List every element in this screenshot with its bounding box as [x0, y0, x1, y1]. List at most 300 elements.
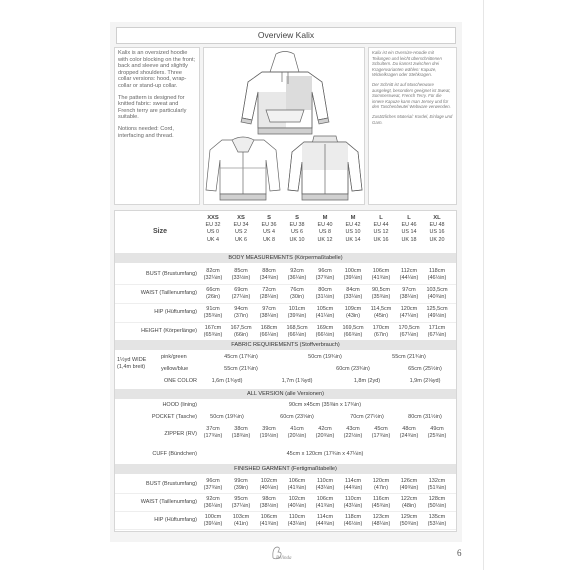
row-divider: [115, 303, 456, 304]
imperial-value: (38¼in): [399, 293, 419, 300]
metric-value: 69cm: [234, 287, 248, 293]
size-chart: [114, 210, 457, 532]
size-uk: UK 4: [207, 236, 219, 243]
imperial-value: (39¼in): [343, 274, 363, 281]
page-number: 6: [457, 548, 462, 558]
metric-value: 42cm: [318, 426, 332, 432]
row-divider: [115, 511, 456, 512]
metric-value: 120cm: [372, 478, 390, 484]
imperial-value: (40¾in): [427, 293, 447, 300]
imperial-value: (38¼in): [259, 312, 279, 319]
imperial-value: (43¼in): [343, 502, 363, 509]
size-header-row: [115, 215, 456, 251]
metric-value: 94cm: [234, 306, 248, 312]
imperial-value: (44¼in): [399, 274, 419, 281]
measurement-cell: [367, 325, 395, 338]
imperial-value: (36¼in): [203, 502, 223, 509]
fabric-variant-pink-green: pink/green: [161, 354, 187, 360]
imperial-value: (41¼in): [315, 312, 335, 319]
measurement-cell: [227, 287, 255, 300]
fabric-value: 50cm (19¾in): [308, 354, 342, 360]
size-column-header: [227, 215, 255, 244]
size-n: M: [350, 215, 356, 221]
imperial-value: (41¾in): [259, 520, 279, 527]
metric-value: 85cm: [234, 268, 248, 274]
measurement-cell: [367, 478, 395, 491]
size-column-header: [367, 215, 395, 244]
size-us: US 10: [345, 229, 361, 236]
measurement-cell: [395, 287, 423, 300]
imperial-value: (35¾in): [371, 293, 391, 300]
size-column-header: [339, 215, 367, 244]
measurement-cell: [283, 306, 311, 319]
metric-value: 132cm: [428, 478, 446, 484]
measurement-cell: [423, 478, 451, 491]
size-uk: UK 20: [429, 236, 445, 243]
metric-value: 80cm: [318, 287, 332, 293]
imperial-value: (41¾in): [315, 502, 335, 509]
imperial-value: (40¼in): [287, 502, 307, 509]
size-uk: UK 8: [263, 236, 275, 243]
wrap-collar-sketch: [206, 137, 280, 200]
size-eu: EU 36: [261, 222, 277, 229]
metric-value: 88cm: [262, 268, 276, 274]
measurement-cell: [367, 514, 395, 527]
measurement-cell: [227, 514, 255, 527]
metric-value: 92cm: [290, 268, 304, 274]
metric-value: 76cm: [290, 287, 304, 293]
measurement-cell: [199, 514, 227, 527]
imperial-value: (34¾in): [259, 274, 279, 281]
measurement-cell: [199, 268, 227, 281]
imperial-value: (17¾in): [203, 432, 223, 439]
page-edge: [483, 0, 484, 570]
imperial-value: (35¾in): [203, 312, 223, 319]
measurement-cell: [255, 287, 283, 300]
metric-value: 82cm: [206, 268, 220, 274]
size-us: US 8: [319, 229, 331, 236]
size-n: L: [407, 215, 411, 221]
metric-value: 128cm: [428, 496, 446, 502]
zipper-cell: [283, 426, 311, 439]
measurement-cell: [255, 478, 283, 491]
cuff-value: 45cm x 120cm (17¾in x 47¼in): [286, 451, 364, 457]
measurement-cell: [255, 268, 283, 281]
body-measurement-row: [115, 286, 456, 303]
fabric-value: 65cm (25½in): [408, 366, 442, 372]
row-label: HIP (Hüftumfang): [154, 517, 197, 523]
metric-value: 126cm: [400, 478, 418, 484]
imperial-value: (37¾in): [315, 274, 335, 281]
imperial-value: (41¾in): [371, 274, 391, 281]
intro-de-paragraph: Zusätzliches Material: Kordel, Einlage und Garn.: [372, 113, 453, 125]
measurement-cell: [311, 306, 339, 319]
imperial-value: (37¼in): [231, 502, 251, 509]
measurement-cell: [339, 325, 367, 338]
section-finished-garment: FINISHED GARMENT (Fertigmaßtabelle): [115, 464, 456, 474]
row-label: HIP (Hüftumfang): [154, 309, 197, 315]
fabric-value: 60cm (23¾in): [336, 366, 370, 372]
page-title: Overview Kalix: [116, 27, 456, 44]
imperial-value: (67¼in): [427, 331, 447, 338]
size-column-header: [311, 215, 339, 244]
metric-value: 100cm: [344, 268, 362, 274]
metric-value: 114cm: [316, 514, 334, 520]
metric-value: 129cm: [400, 514, 418, 520]
imperial-value: (46½in): [427, 274, 447, 281]
measurement-cell: [255, 306, 283, 319]
measurement-cell: [255, 325, 283, 338]
imperial-value: (20½in): [287, 432, 307, 439]
metric-value: 96cm: [206, 478, 220, 484]
metric-value: 118cm: [344, 514, 362, 520]
metric-value: 49cm: [430, 426, 444, 432]
size-eu: EU 38: [289, 222, 305, 229]
size-column-header: [423, 215, 451, 244]
imperial-value: (41in): [233, 520, 249, 527]
size-us: US 16: [429, 229, 445, 236]
intro-en-paragraph: Notions needed: Cord, interfacing and thread.: [118, 125, 174, 139]
metric-value: 97cm: [402, 287, 416, 293]
metric-value: 95cm: [234, 496, 248, 502]
metric-value: 170cm: [372, 325, 390, 331]
metric-value: 72cm: [262, 287, 276, 293]
fabric-width-label: 1½yd WIDE (1,4m breit): [117, 357, 147, 370]
measurement-cell: [339, 478, 367, 491]
size-column-header: [255, 215, 283, 244]
row-divider: [115, 493, 456, 494]
imperial-value: (49¾in): [399, 484, 419, 491]
metric-value: 45cm: [374, 426, 388, 432]
size-column-header: [395, 215, 423, 244]
measurement-cell: [283, 514, 311, 527]
imperial-value: (25¾in): [427, 432, 447, 439]
measurement-cell: [367, 268, 395, 281]
size-uk: UK 18: [401, 236, 417, 243]
zipper-label: ZIPPER (RV): [164, 431, 197, 437]
metric-value: 105cm: [316, 306, 334, 312]
hoodie-sketch: [241, 52, 329, 135]
measurement-cell: [227, 325, 255, 338]
measurement-cell: [311, 496, 339, 509]
metric-value: 169cm: [316, 325, 334, 331]
intro-english: [114, 47, 200, 205]
imperial-value: (33½in): [231, 274, 251, 281]
imperial-value: (33¼in): [343, 293, 363, 300]
metric-value: 91cm: [206, 306, 220, 312]
fabric-variant-yellow-blue: yellow/blue: [161, 366, 189, 372]
metric-value: 38cm: [234, 426, 248, 432]
imperial-value: (66in): [233, 331, 249, 338]
size-n: XS: [237, 215, 245, 221]
metric-value: 66cm: [206, 287, 220, 293]
metric-value: 100cm: [204, 514, 222, 520]
measurement-cell: [227, 268, 255, 281]
fabric-value: 55cm (21¾in): [224, 366, 258, 372]
size-eu: EU 44: [373, 222, 389, 229]
imperial-value: (47¼in): [399, 312, 419, 319]
imperial-value: (66½in): [315, 331, 335, 338]
imperial-value: (18¾in): [231, 432, 251, 439]
imperial-value: (51¾in): [427, 484, 447, 491]
fabric-value: 1,6m (1¾yd): [211, 378, 243, 384]
section-body-measurements: BODY MEASUREMENTS (Körpermaßtabelle): [115, 253, 456, 263]
size-n: XL: [433, 215, 441, 221]
measurement-cell: [283, 478, 311, 491]
measurement-cell: [311, 514, 339, 527]
measurement-cell: [227, 496, 255, 509]
imperial-value: (37¾in): [203, 484, 223, 491]
garment-sketches: [204, 48, 364, 204]
metric-value: 39cm: [262, 426, 276, 432]
imperial-value: (66¼in): [287, 331, 307, 338]
measurement-cell: [283, 268, 311, 281]
zipper-cell: [367, 426, 395, 439]
size-uk: UK 6: [235, 236, 247, 243]
pocket-value: 50cm (19¾in): [210, 414, 244, 420]
stand-collar-sketch: [288, 136, 362, 200]
imperial-value: (24¾in): [399, 432, 419, 439]
measurement-cell: [255, 514, 283, 527]
imperial-value: (43¼in): [315, 484, 335, 491]
fabric-value: 55cm (21¾in): [392, 354, 426, 360]
row-label: WAIST (Taillenumfang): [140, 499, 197, 505]
metric-value: 102cm: [288, 496, 306, 502]
imperial-value: (43in): [345, 312, 361, 319]
intro-de-paragraph: Kalix ist ein Oversize-Hoodie mit Teilungen und leicht überschnittenen Schultern. Du kannst zwischen drei Kragenvarianten wählen: Kapuze, Wickelkragen oder Stehkragen.: [372, 50, 442, 78]
measurement-cell: [283, 287, 311, 300]
fabric-value: 1,7m (1⅞yd): [281, 378, 313, 384]
metric-value: 102cm: [260, 478, 278, 484]
measurement-cell: [395, 496, 423, 509]
zipper-cell: [339, 426, 367, 439]
size-n: S: [267, 215, 271, 221]
section-fabric-requirements: FABRIC REQUIREMENTS (Stoffverbrauch): [115, 340, 456, 350]
size-us: US 4: [263, 229, 275, 236]
imperial-value: (27¼in): [231, 293, 251, 300]
measurement-cell: [339, 496, 367, 509]
metric-value: 92cm: [206, 496, 220, 502]
imperial-value: (44¾in): [343, 484, 363, 491]
measurement-cell: [255, 496, 283, 509]
imperial-value: (31½in): [315, 293, 335, 300]
size-n: L: [379, 215, 383, 221]
size-us: US 12: [373, 229, 389, 236]
metric-value: 97cm: [262, 306, 276, 312]
measurement-cell: [339, 306, 367, 319]
metric-value: 168cm: [260, 325, 278, 331]
imperial-value: (26in): [205, 293, 221, 300]
imperial-value: (40¼in): [259, 484, 279, 491]
zipper-cell: [255, 426, 283, 439]
measurement-cell: [283, 496, 311, 509]
imperial-value: (36¼in): [287, 274, 307, 281]
size-n: S: [295, 215, 299, 221]
metric-value: 167,5cm: [230, 325, 252, 331]
row-label: WAIST (Taillenumfang): [140, 290, 197, 296]
metric-value: 168,5cm: [286, 325, 308, 331]
fabric-value: 1,8m (2yd): [353, 378, 381, 384]
body-measurement-row: [115, 267, 456, 284]
measurement-cell: [423, 268, 451, 281]
measurement-cell: [395, 514, 423, 527]
measurement-cell: [199, 306, 227, 319]
measurement-cell: [423, 306, 451, 319]
imperial-value: (37in): [233, 312, 249, 319]
measurement-cell: [283, 325, 311, 338]
fabric-one-color-label: ONE COLOR: [163, 378, 197, 384]
metric-value: 98cm: [262, 496, 276, 502]
metric-value: 43cm: [346, 426, 360, 432]
row-label: BUST (Brustumfang): [146, 481, 197, 487]
imperial-value: (67¼in): [399, 331, 419, 338]
metric-value: 118cm: [428, 268, 446, 274]
measurement-cell: [199, 478, 227, 491]
measurement-cell: [199, 287, 227, 300]
hood-value: 90cm x45cm (35⅜in x 17¾in): [288, 402, 362, 408]
finished-garment-row: [115, 513, 456, 529]
metric-value: 99cm: [234, 478, 248, 484]
size-n: XXS: [207, 215, 219, 221]
size-us: US 6: [291, 229, 303, 236]
metric-value: 90,5cm: [371, 287, 391, 293]
size-eu: EU 40: [317, 222, 333, 229]
zipper-cell: [311, 426, 339, 439]
brand-logo-text: Belinda: [276, 556, 292, 561]
metric-value: 84cm: [346, 287, 360, 293]
measurement-cell: [339, 268, 367, 281]
measurement-cell: [311, 268, 339, 281]
size-eu: EU 34: [233, 222, 249, 229]
imperial-value: (45in): [373, 312, 389, 319]
zipper-cell: [199, 426, 227, 439]
size-column-header: [199, 215, 227, 244]
size-eu: EU 42: [345, 222, 361, 229]
size-n: M: [322, 215, 328, 221]
cuff-label: CUFF (Bündchen): [152, 451, 197, 457]
zipper-cell: [423, 426, 451, 439]
intro-en-paragraph: Kalix is an oversized hoodie with color blocking on the front; back and sleeve and slightly dropped shoulders. Three collar versions: hood, wrap-collar or stand-up collar.: [118, 50, 196, 89]
row-divider: [115, 284, 456, 285]
metric-value: 48cm: [402, 426, 416, 432]
metric-value: 110cm: [288, 514, 306, 520]
size-uk: UK 12: [317, 236, 333, 243]
size-us: US 14: [401, 229, 417, 236]
imperial-value: (19½in): [259, 432, 279, 439]
metric-value: 103cm: [232, 514, 250, 520]
metric-value: 110cm: [316, 478, 334, 484]
imperial-value: (53¼in): [427, 520, 447, 527]
fabric-value: 45cm (17¾in): [224, 354, 258, 360]
row-divider: [115, 529, 456, 530]
measurement-cell: [367, 306, 395, 319]
imperial-value: (65¾in): [203, 331, 223, 338]
pocket-value: 60cm (23⅝in): [280, 414, 314, 420]
measurement-cell: [423, 325, 451, 338]
size-us: US 2: [235, 229, 247, 236]
imperial-value: (46½in): [343, 520, 363, 527]
imperial-value: (50½in): [427, 502, 447, 509]
size-column-header: [283, 215, 311, 244]
metric-value: 106cm: [260, 514, 278, 520]
size-uk: UK 16: [373, 236, 389, 243]
measurement-cell: [227, 306, 255, 319]
metric-value: 106cm: [316, 496, 334, 502]
size-uk: UK 14: [345, 236, 361, 243]
imperial-value: (48¼in): [371, 520, 391, 527]
pocket-value: 80cm (31½in): [408, 414, 442, 420]
metric-value: 170,5cm: [398, 325, 420, 331]
imperial-value: (32¼in): [203, 274, 223, 281]
metric-value: 106cm: [372, 268, 390, 274]
measurement-cell: [395, 268, 423, 281]
measurement-cell: [367, 287, 395, 300]
intro-en-paragraph: The pattern is designed for knitted fabric: sweat and French terry are particularly suitable.: [118, 94, 187, 121]
intro-german: [368, 47, 457, 205]
metric-value: 112cm: [400, 268, 418, 274]
pocket-value: 70cm (27½in): [350, 414, 384, 420]
row-divider: [115, 322, 456, 323]
body-measurement-row: [115, 305, 456, 322]
metric-value: 122cm: [400, 496, 418, 502]
imperial-value: (47in): [373, 484, 389, 491]
row-label: HEIGHT (Körperlänge): [141, 328, 197, 334]
imperial-value: (20¾in): [315, 432, 335, 439]
measurement-cell: [339, 514, 367, 527]
imperial-value: (17¾in): [371, 432, 391, 439]
measurement-cell: [395, 478, 423, 491]
size-eu: EU 48: [429, 222, 445, 229]
fabric-rows: [115, 352, 456, 386]
metric-value: 171cm: [428, 325, 446, 331]
measurement-cell: [199, 325, 227, 338]
body-measurement-row: [115, 324, 456, 341]
measurement-cell: [423, 496, 451, 509]
imperial-value: (41¾in): [287, 484, 307, 491]
pocket-label: POCKET (Tasche): [151, 414, 197, 420]
metric-value: 106cm: [288, 478, 306, 484]
finished-garment-row: [115, 477, 456, 493]
zipper-cell: [227, 426, 255, 439]
zipper-cell: [395, 426, 423, 439]
row-label: BUST (Brustumfang): [146, 271, 197, 277]
metric-value: 114,5cm: [370, 306, 392, 312]
imperial-value: (38½in): [259, 502, 279, 509]
metric-value: 114cm: [344, 478, 362, 484]
imperial-value: (48in): [401, 502, 417, 509]
imperial-value: (44¾in): [315, 520, 335, 527]
hood-label: HOOD (lining): [162, 402, 197, 408]
metric-value: 167cm: [204, 325, 222, 331]
measurement-cell: [367, 496, 395, 509]
metric-value: 120cm: [400, 306, 418, 312]
imperial-value: (67in): [373, 331, 389, 338]
size-us: US 0: [207, 229, 219, 236]
metric-value: 125,5cm: [426, 306, 448, 312]
imperial-value: (45¾in): [371, 502, 391, 509]
section-all-versions: ALL VERSION (alle Versionen): [115, 389, 456, 399]
imperial-value: (66¼in): [259, 331, 279, 338]
metric-value: 96cm: [318, 268, 332, 274]
imperial-value: (28¼in): [259, 293, 279, 300]
metric-value: 135cm: [428, 514, 446, 520]
imperial-value: (30in): [289, 293, 305, 300]
measurement-cell: [339, 287, 367, 300]
imperial-value: (39in): [233, 484, 249, 491]
size-eu: EU 32: [205, 222, 221, 229]
measurement-cell: [423, 514, 451, 527]
measurement-cell: [199, 496, 227, 509]
